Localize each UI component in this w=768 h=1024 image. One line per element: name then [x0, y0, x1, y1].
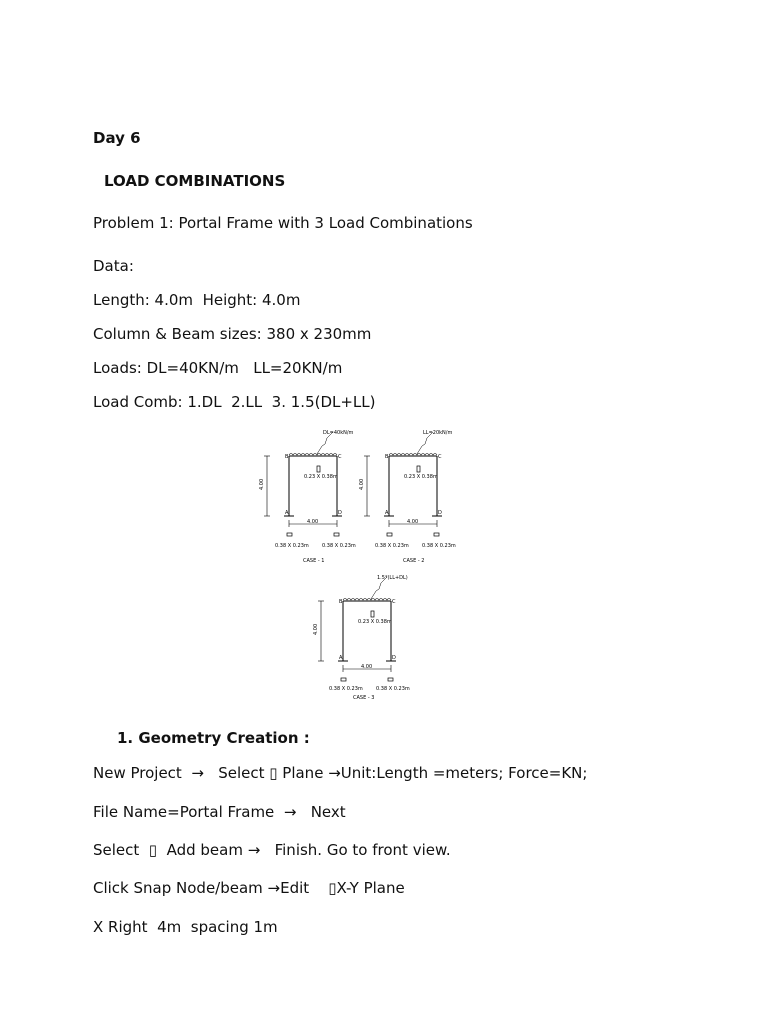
case2-footing-left: 0.38 X 0.23m [375, 543, 409, 549]
case1-node-d: D [338, 510, 342, 516]
load-combinations: Load Comb: 1.DL 2.LL 3. 1.5(DL+LL) [93, 393, 376, 411]
step-2: File Name=Portal Frame → Next [93, 803, 346, 821]
step-5: X Right 4m spacing 1m [93, 918, 278, 936]
case1-footing-left: 0.38 X 0.23m [275, 543, 309, 549]
case1-load-label: DL=40kN/m [323, 430, 354, 436]
case2-width-dim: 4.00 [407, 519, 419, 525]
day-heading: Day 6 [93, 129, 141, 147]
section-title: LOAD COMBINATIONS [104, 172, 286, 190]
case3-node-d: D [392, 655, 396, 661]
case1-width-dim: 4.00 [307, 519, 319, 525]
case2-beam-size: 0.23 X 0.38m [404, 474, 438, 480]
case3-height-dim: 4.00 [313, 623, 319, 635]
frame-case-1 [259, 430, 356, 564]
data-label: Data: [93, 257, 134, 275]
case3-node-c: C [392, 599, 396, 605]
case1-footing-right: 0.38 X 0.23m [322, 543, 356, 549]
length-height: Length: 4.0m Height: 4.0m [93, 291, 301, 309]
case1-node-c: C [338, 454, 342, 460]
case2-height-dim: 4.00 [359, 478, 365, 490]
frame-case-2 [359, 430, 456, 564]
case1-node-a: A [285, 510, 289, 516]
case2-node-b: B [385, 454, 389, 460]
case1-height-dim: 4.00 [259, 478, 265, 490]
case2-node-a: A [385, 510, 389, 516]
case3-footing-left: 0.38 X 0.23m [329, 686, 363, 692]
case1-node-b: B [285, 454, 289, 460]
case3-node-b: B [339, 599, 343, 605]
case1-beam-size: 0.23 X 0.38m [304, 474, 338, 480]
geometry-heading: 1. Geometry Creation : [117, 729, 310, 747]
case2-node-d: D [438, 510, 442, 516]
case2-footing-right: 0.38 X 0.23m [422, 543, 456, 549]
case3-beam-size: 0.23 X 0.38m [358, 619, 392, 625]
step-3: Select ▯ Add beam → Finish. Go to front view. [93, 841, 451, 859]
case3-width-dim: 4.00 [361, 664, 373, 670]
case3-caption: CASE - 3 [353, 695, 375, 701]
case2-node-c: C [438, 454, 442, 460]
step-4: Click Snap Node/beam →Edit ▯X-Y Plane [93, 879, 405, 897]
case1-caption: CASE - 1 [303, 558, 325, 564]
case2-load-label: LL=20kN/m [423, 430, 453, 436]
case3-footing-right: 0.38 X 0.23m [376, 686, 410, 692]
problem-statement: Problem 1: Portal Frame with 3 Load Combinations [93, 214, 473, 232]
member-sizes: Column & Beam sizes: 380 x 230mm [93, 325, 372, 343]
case3-node-a: A [339, 655, 343, 661]
case3-load-label: 1.5*(LL+DL) [377, 575, 408, 581]
case2-caption: CASE - 2 [403, 558, 425, 564]
frame-case-3 [313, 575, 410, 701]
loads: Loads: DL=40KN/m LL=20KN/m [93, 359, 343, 377]
step-1: New Project → Select ▯ Plane →Unit:Length =meters; Force=KN; [93, 764, 588, 782]
